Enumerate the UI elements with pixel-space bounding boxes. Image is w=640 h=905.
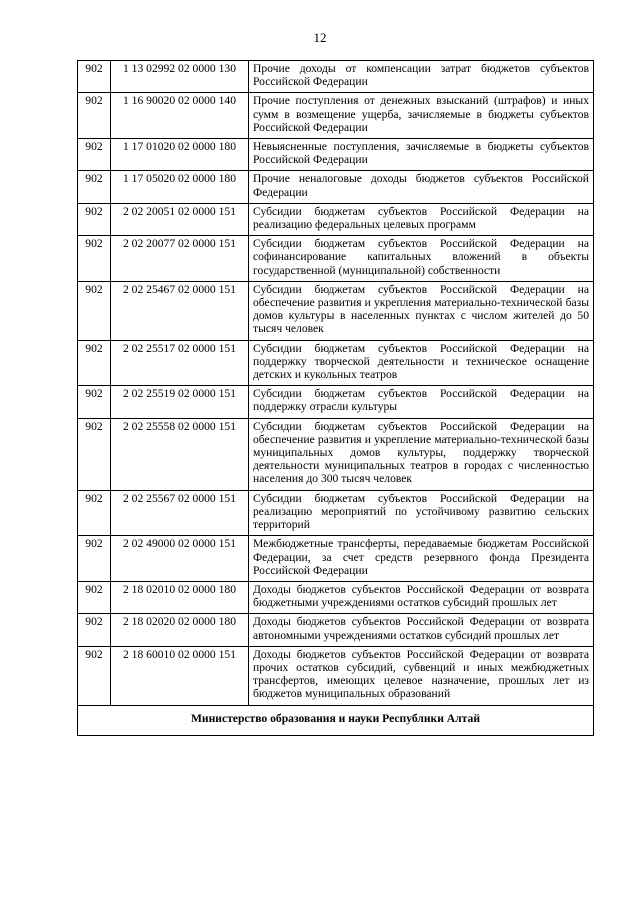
table-row xyxy=(78,281,594,340)
revenue-code-cell: 2 02 20051 02 0000 151 xyxy=(111,203,249,235)
revenue-code-cell: 2 02 25567 02 0000 151 xyxy=(111,490,249,536)
revenue-code-cell: 2 02 49000 02 0000 151 xyxy=(111,536,249,582)
revenue-code-cell: 2 02 25519 02 0000 151 xyxy=(111,386,249,418)
revenue-name-cell: Доходы бюджетов субъектов Российской Федерации от возврата бюджетными учреждениями остатков субсидий прошлых лет xyxy=(249,581,594,613)
revenue-name-cell: Субсидии бюджетам субъектов Российской Федерации на обеспечение развития и укрепление материально-технической базы муниципальных домов культуры, поддержку творческой деятельности муниципальных театров в городах с численностью населения до 300 тысяч человек xyxy=(249,418,594,490)
revenue-name-cell: Доходы бюджетов субъектов Российской Федерации от возврата прочих остатков субсидий, субвенций и иных межбюджетных трансфертов, имеющих целевое назначение, прошлых лет из бюджетов муниципальных образований xyxy=(249,646,594,705)
revenue-code-cell: 1 17 01020 02 0000 180 xyxy=(111,139,249,171)
table-row xyxy=(78,340,594,386)
admin-code-cell: 902 xyxy=(78,340,111,386)
revenue-name-cell: Субсидии бюджетам субъектов Российской Федерации на поддержку творческой деятельности и техническое оснащение детских и кукольных театров xyxy=(249,340,594,386)
admin-code-cell: 902 xyxy=(78,139,111,171)
revenue-name-cell: Субсидии бюджетам субъектов Российской Федерации на софинансирование капитальных вложений в объекты государственной (муниципальной) собственности xyxy=(249,236,594,282)
revenue-code-cell: 1 16 90020 02 0000 140 xyxy=(111,93,249,139)
table-row xyxy=(78,581,594,613)
table-row xyxy=(78,171,594,203)
admin-code-cell: 902 xyxy=(78,93,111,139)
admin-code-cell: 902 xyxy=(78,171,111,203)
table-row xyxy=(78,386,594,418)
admin-code-cell: 902 xyxy=(78,646,111,705)
admin-code-cell: 902 xyxy=(78,581,111,613)
table-body xyxy=(78,61,594,706)
revenue-code-cell: 2 02 25558 02 0000 151 xyxy=(111,418,249,490)
table-row xyxy=(78,490,594,536)
table-row xyxy=(78,139,594,171)
admin-code-cell: 902 xyxy=(78,386,111,418)
admin-code-cell: 902 xyxy=(78,236,111,282)
revenue-name-cell: Невыясненные поступления, зачисляемые в бюджеты субъектов Российской Федерации xyxy=(249,139,594,171)
revenue-code-cell: 2 18 02010 02 0000 180 xyxy=(111,581,249,613)
revenue-name-cell: Субсидии бюджетам субъектов Российской Федерации на поддержку отрасли культуры xyxy=(249,386,594,418)
table-row xyxy=(78,418,594,490)
revenue-name-cell: Прочие поступления от денежных взысканий (штрафов) и иных сумм в возмещение ущерба, зачисляемые в бюджеты субъектов Российской Федерации xyxy=(249,93,594,139)
section-heading: Министерство образования и науки Республики Алтай xyxy=(78,705,594,735)
admin-code-cell: 902 xyxy=(78,61,111,93)
table-row xyxy=(78,236,594,282)
admin-code-cell: 902 xyxy=(78,418,111,490)
revenue-name-cell: Субсидии бюджетам субъектов Российской Федерации на реализацию федеральных целевых программ xyxy=(249,203,594,235)
revenue-name-cell: Доходы бюджетов субъектов Российской Федерации от возврата автономными учреждениями остатков субсидий прошлых лет xyxy=(249,614,594,646)
revenue-codes-table xyxy=(77,60,594,736)
revenue-name-cell: Субсидии бюджетам субъектов Российской Федерации на реализацию мероприятий по устойчивому развитию сельских территорий xyxy=(249,490,594,536)
revenue-name-cell: Прочие неналоговые доходы бюджетов субъектов Российской Федерации xyxy=(249,171,594,203)
table-row xyxy=(78,536,594,582)
page-number: 12 xyxy=(313,30,327,45)
admin-code-cell: 902 xyxy=(78,536,111,582)
table-row xyxy=(78,203,594,235)
revenue-code-cell: 1 13 02992 02 0000 130 xyxy=(111,61,249,93)
admin-code-cell: 902 xyxy=(78,281,111,340)
revenue-code-cell: 2 02 25467 02 0000 151 xyxy=(111,281,249,340)
admin-code-cell: 902 xyxy=(78,203,111,235)
table-row xyxy=(78,646,594,705)
revenue-code-cell: 2 18 60010 02 0000 151 xyxy=(111,646,249,705)
revenue-code-cell: 2 18 02020 02 0000 180 xyxy=(111,614,249,646)
admin-code-cell: 902 xyxy=(78,614,111,646)
section-row xyxy=(78,705,594,735)
revenue-name-cell: Субсидии бюджетам субъектов Российской Федерации на обеспечение развития и укрепления материально-технической базы домов культуры в населенных пунктах с числом жителей до 50 тысяч человек xyxy=(249,281,594,340)
revenue-name-cell: Межбюджетные трансферты, передаваемые бюджетам Российской Федерации, за счет средств резервного фонда Президента Российской Федерации xyxy=(249,536,594,582)
admin-code-cell: 902 xyxy=(78,490,111,536)
table-row xyxy=(78,93,594,139)
revenue-code-cell: 1 17 05020 02 0000 180 xyxy=(111,171,249,203)
revenue-code-cell: 2 02 25517 02 0000 151 xyxy=(111,340,249,386)
revenue-code-cell: 2 02 20077 02 0000 151 xyxy=(111,236,249,282)
table-row xyxy=(78,614,594,646)
table-row xyxy=(78,61,594,93)
revenue-name-cell: Прочие доходы от компенсации затрат бюджетов субъектов Российской Федерации xyxy=(249,61,594,93)
